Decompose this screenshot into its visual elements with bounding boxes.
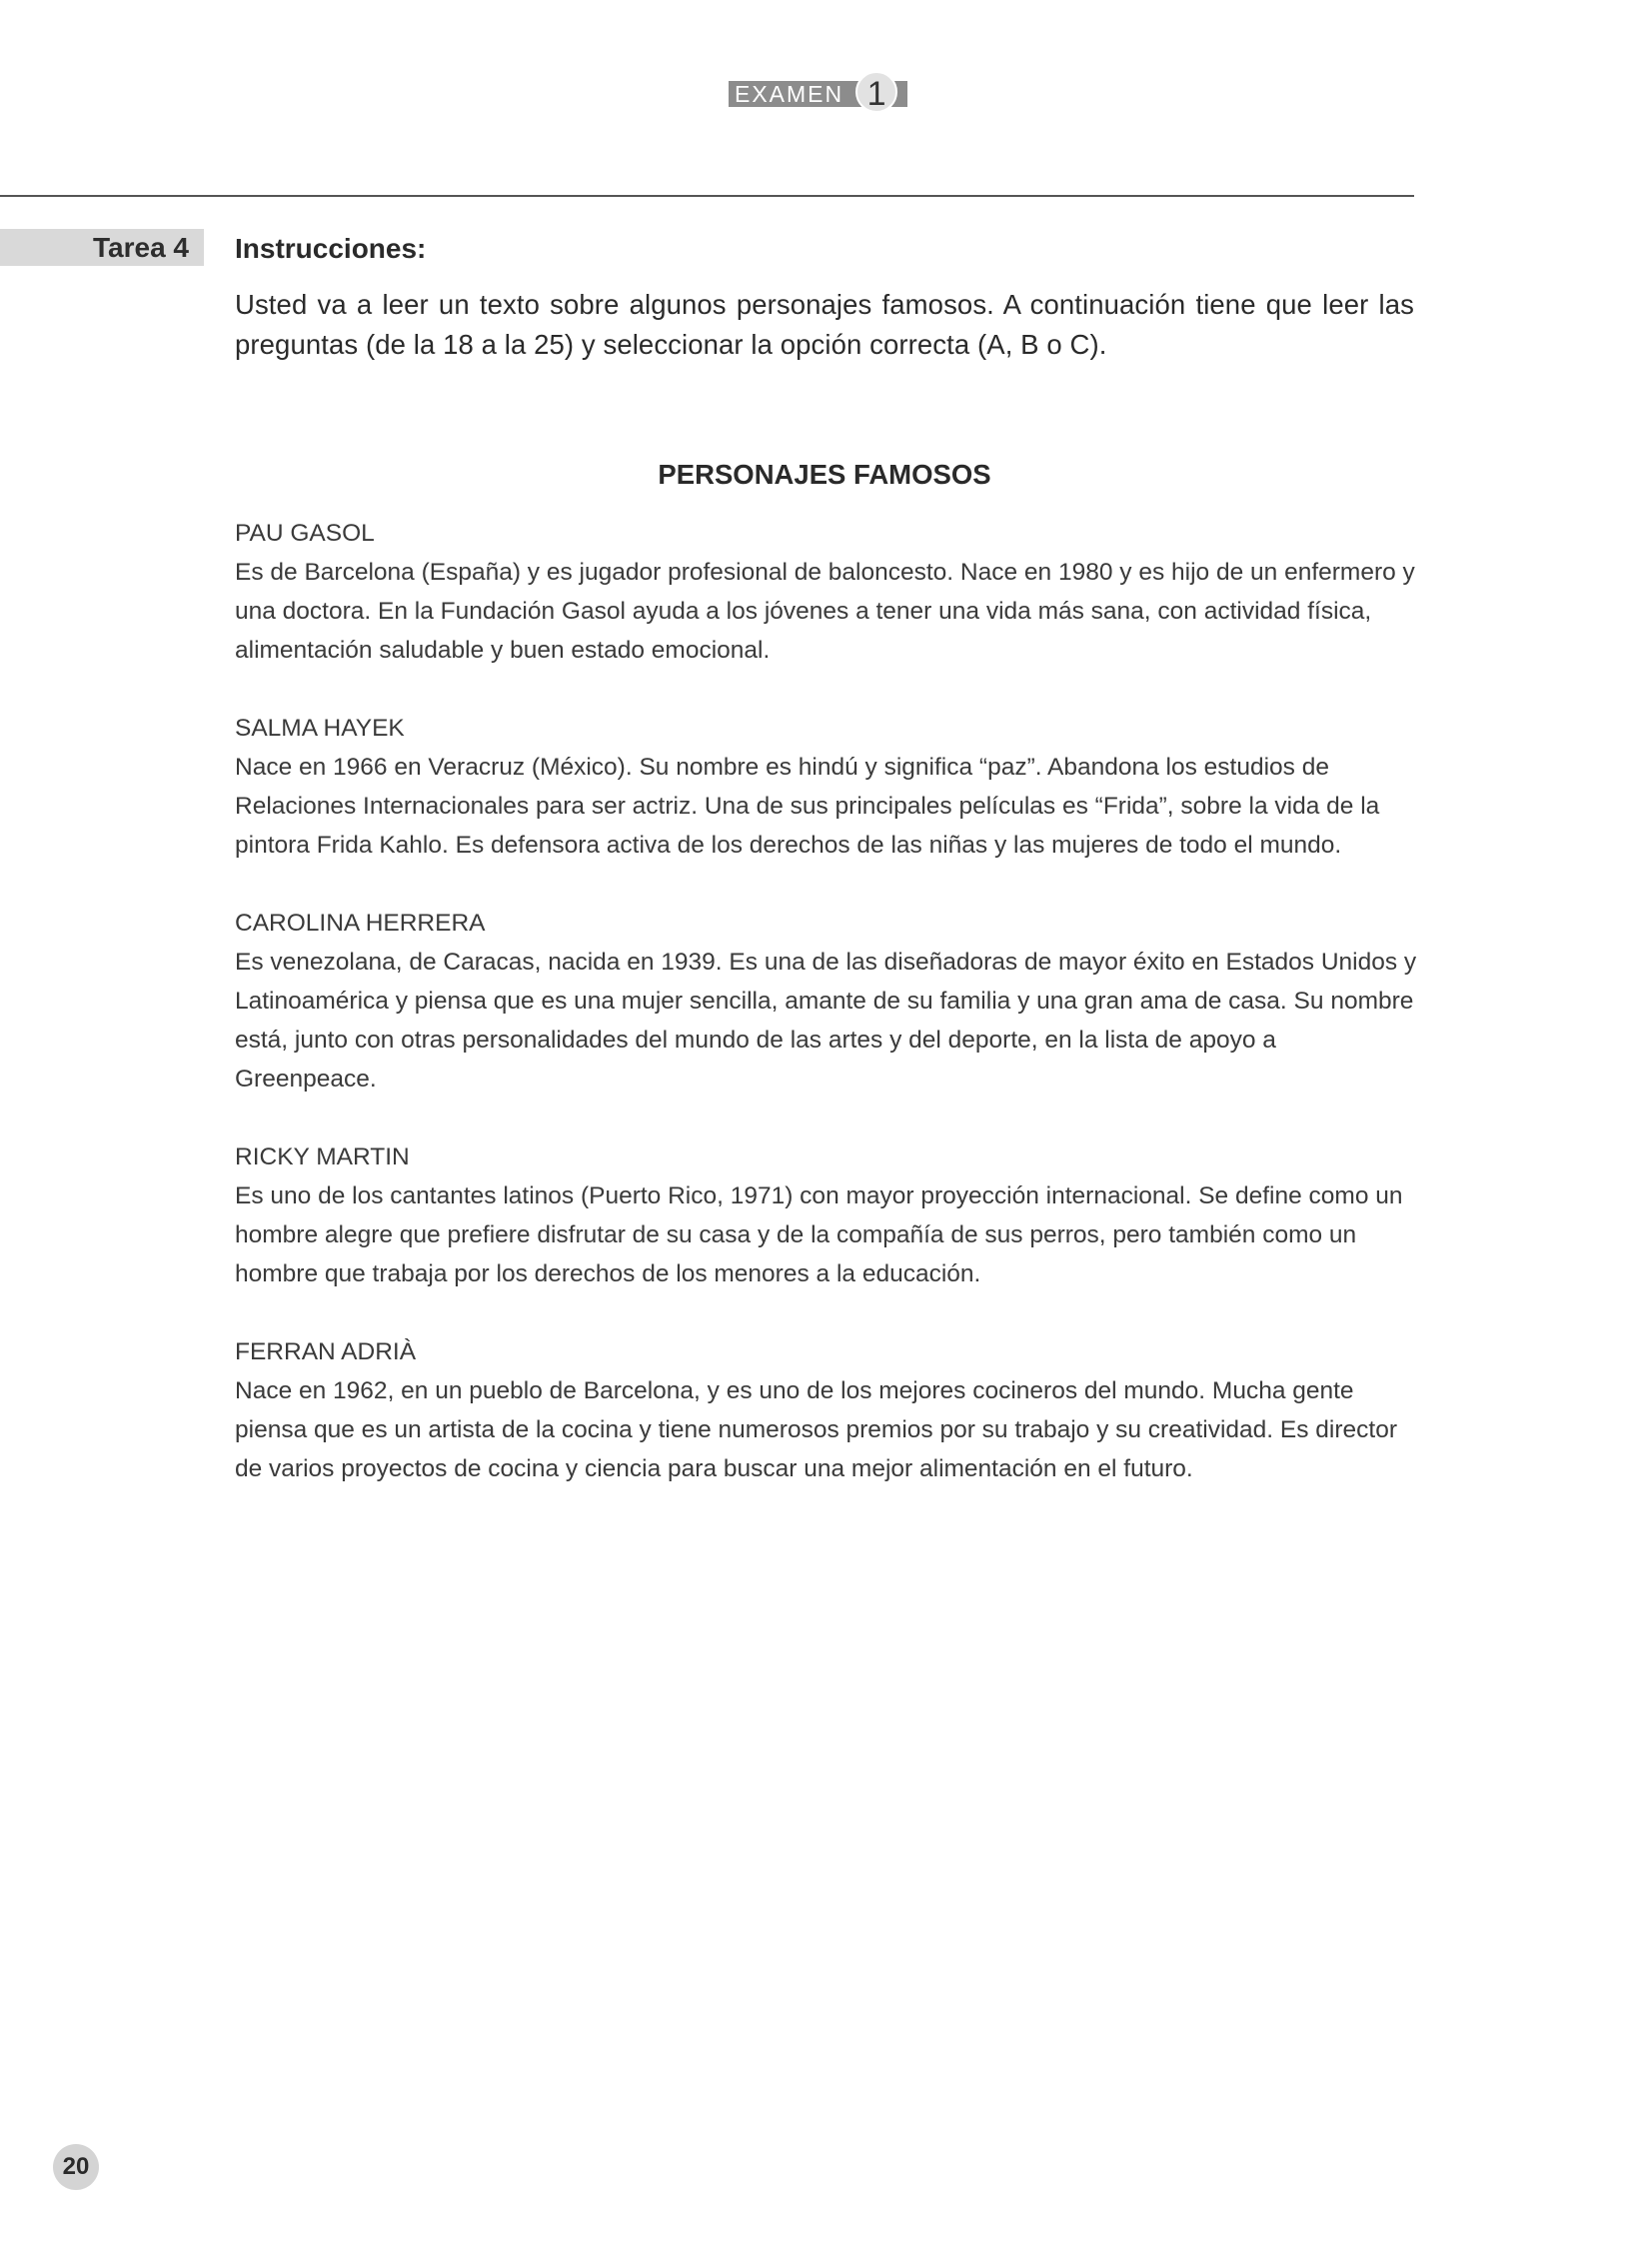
person-name: CAROLINA HERRERA [235,910,486,937]
person-name: RICKY MARTIN [235,1143,410,1170]
person-entry [235,514,1424,670]
header-divider [0,195,1414,197]
instructions-text: Usted va a leer un texto sobre algunos personajes famosos. A continuación tiene que leer las preguntas (de la 18 a la 25) y seleccionar la opción correcta (A, B o C). [235,289,1414,360]
person-entry [235,1332,1424,1488]
exam-number-wrap [851,75,907,113]
person-description: Es de Barcelona (España) y es jugador profesional de baloncesto. Nace en 1980 y es hijo de un enfermero y una doctora. En la Fundación Gasol ayuda a los jóvenes a tener una vida más sana, con actividad física, alimentación saludable y buen estado emocional. [235,559,1415,664]
person-description: Nace en 1962, en un pueblo de Barcelona, y es uno de los mejores cocineros del mundo. Mucha gente piensa que es un artista de la cocina y tiene numerosos premios por su trabajo y su creatividad. Es director de varios proyectos de cocina y ciencia para buscar una mejor alimentación en el futuro. [235,1377,1397,1482]
person-name: FERRAN ADRIÀ [235,1338,417,1365]
person-entry [235,709,1424,865]
task-tab: Tarea 4 [0,229,204,266]
person-description: Nace en 1966 en Veracruz (México). Su nombre es hindú y significa “paz”. Abandona los estudios de Relaciones Internacionales para ser actriz. Una de sus principales películas es “Frida”, sobre la vida de la pintora Frida Kahlo. Es defensora activa de los derechos de las niñas y las mujeres de todo el mundo. [235,754,1380,859]
person-description: Es venezolana, de Caracas, nacida en 1939. Es una de las diseñadoras de mayor éxito en Estados Unidos y Latinoamérica y piensa que es una mujer sencilla, amante de su familia y una gran ama de casa. Su nombre está, junto con otras personalidades del mundo de las artes y del deporte, en la lista de apoyo a Greenpeace. [235,949,1417,1093]
person-entry [235,1137,1424,1293]
exam-label: EXAMEN [729,81,851,107]
person-name: PAU GASOL [235,520,375,547]
reading-body [235,514,1424,1527]
person-entry [235,904,1424,1099]
person-name: SALMA HAYEK [235,715,405,742]
instructions-title: Instrucciones: [235,233,427,264]
person-description: Es uno de los cantantes latinos (Puerto Rico, 1971) con mayor proyección internacional. Se define como un hombre alegre que prefiere disfrutar de su casa y de la compañía de sus perros, pero también como un hombre que trabaja por los derechos de los menores a la educación. [235,1182,1403,1287]
exam-badge [729,74,907,113]
page-number: 20 [53,2144,99,2190]
reading-title: PERSONAJES FAMOSOS [658,459,991,490]
exam-number: 1 [855,71,897,113]
